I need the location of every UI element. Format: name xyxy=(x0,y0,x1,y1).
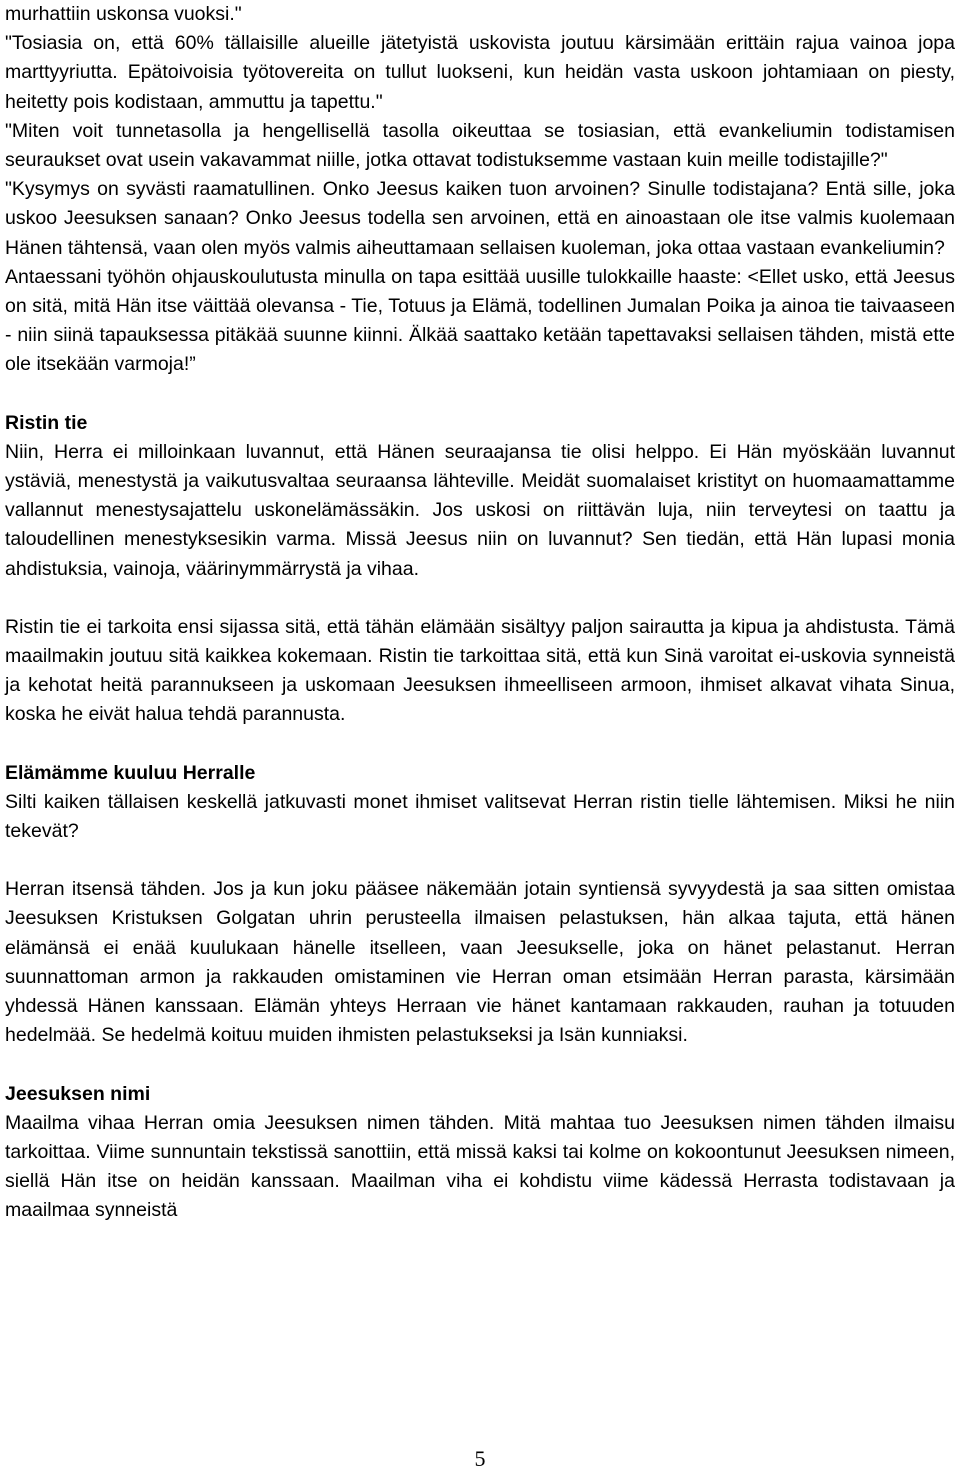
paragraph-quote-question: "Miten voit tunnetasolla ja hengellisellä tasolla oikeuttaa se tosiasian, että evankeliumin todistamisen seuraukset ovat usein vakavammat niille, jotka ottavat todistuksemme vastaan kuin meille todistajille?" xyxy=(5,119,955,172)
paragraph-challenge: Antaessani työhön ohjauskoulutusta minulla on tapa esittää uusille tulokkaille haaste: <Ellet usko, että Jeesus on sitä, mitä Hän itse väittää olevansa - Tie, Totuus ja Elämä, todellinen Jumalan Poika ja ainoa tie taivaaseen - niin siinä tapauksessa pitäkää suunne kiinni. Älkää saattako ketään tapettavaksi sellaisen tähden, mistä ette ole itsekään varmoja!” xyxy=(5,265,955,376)
paragraph-ristin-2: Ristin tie ei tarkoita ensi sijassa sitä, että tähän elämään sisältyy paljon sairautta ja kipua ja ahdistusta. Tämä maailmakin joutuu sitä kaikkea kokemaan. Ristin tie tarkoittaa sitä, että kun Sinä varoitat ei-uskovia synneistä ja kehotat heitä parannukseen ja uskomaan Jeesuksen ihmeelliseen armoon, ihmiset alkavat vihata Sinua, koska he eivät halua tehdä parannusta. xyxy=(5,615,955,726)
paragraph-elamamme-2: Herran itsensä tähden. Jos ja kun joku pääsee näkemään jotain syntiensä syvyydestä ja saa sitten omistaa Jeesuksen Kristuksen Golgatan uhrin perusteella ilmaisen pelastuksen, hän alkaa tajuta, että hänen elämänsä ei enää kuulukaan hänelle itselleen, vaan Jeesukselle, joka on hänet pelastanut. Herran suunnattoman armon ja rakkauden omistaminen vie Herran oman etsimään Herran parasta, kärsimään yhdessä Hänen kanssaan. Elämän yhteys Herraan vie hänet kantamaan rakkauden, rauhan ja totuuden hedelmää. Se hedelmä koituu muiden ihmisten pelastukseksi ja Isän kunniaksi. xyxy=(5,878,955,1047)
paragraph-quote-persecution: "Tosiasia on, että 60% tällaisille alueille jätetyistä uskovista joutuu kärsimään erittäin rajua vainoa jopa marttyyriutta. Epätoivoisia työtovereita on tullut luokseni, kun heidän vasta uskoon johtamiaan on piesty, heitetty pois kodistaan, ammuttu ja tapettu." xyxy=(5,32,955,113)
paragraph-elamamme-1: Silti kaiken tällaisen keskellä jatkuvasti monet ihmiset valitsevat Herran ristin tielle lähtemisen. Miksi he niin tekevät? xyxy=(5,790,955,843)
paragraph-quote-answer: "Kysymys on syvästi raamatullinen. Onko Jeesus kaiken tuon arvoinen? Sinulle todistajana? Entä sille, joka uskoo Jeesuksen sanaan? Onko Jeesus todella sen arvoinen, että en ainoastaan ole itse valmis kuolemaan Hänen tähtensä, vaan olen myös valmis aiheuttamaan sellaisen kuoleman, joka ottaa vastaan evankeliumin? xyxy=(5,178,955,259)
heading-elamamme: Elämämme kuuluu Herralle xyxy=(5,761,256,784)
paragraph-jeesuksen-1: Maailma vihaa Herran omia Jeesuksen nimen tähden. Mitä mahtaa tuo Jeesuksen nimen tähden ilmaisu tarkoittaa. Viime sunnuntain tekstissä sanottiin, että missä kaksi tai kolme on kokoontunut Jeesuksen nimeen, siellä Hän itse on heidän kanssaan. Maailman viha ei kohdistu viime kädessä Herrasta todistavaan ja maailmaa synneistä xyxy=(5,1111,955,1222)
paragraph-ristin-1: Niin, Herra ei milloinkaan luvannut, että Hänen seuraajansa tie olisi helppo. Ei Hän myöskään luvannut ystäviä, menestystä ja vaikutusvaltaa seuraansa lähteville. Meidät suomalaiset kristityt on huomaamattamme vallannut menestysajattelu uskonelämässäkin. Jos uskosi on riittävän luja, niin terveytesi on taattu ja taloudellinen menestyksesikin varma. Missä Jeesus niin on luvannut? Sen tiedän, että Hän lupasi monia ahdistuksia, vainoja, väärinymmärrystä ja vihaa. xyxy=(5,440,955,580)
heading-ristin-tie: Ristin tie xyxy=(5,411,88,434)
page-number: 5 xyxy=(474,1446,486,1471)
document-page xyxy=(5,0,955,1226)
heading-jeesuksen-nimi: Jeesuksen nimi xyxy=(5,1082,151,1105)
paragraph-intro-ending: murhattiin uskonsa vuoksi." xyxy=(5,3,242,25)
